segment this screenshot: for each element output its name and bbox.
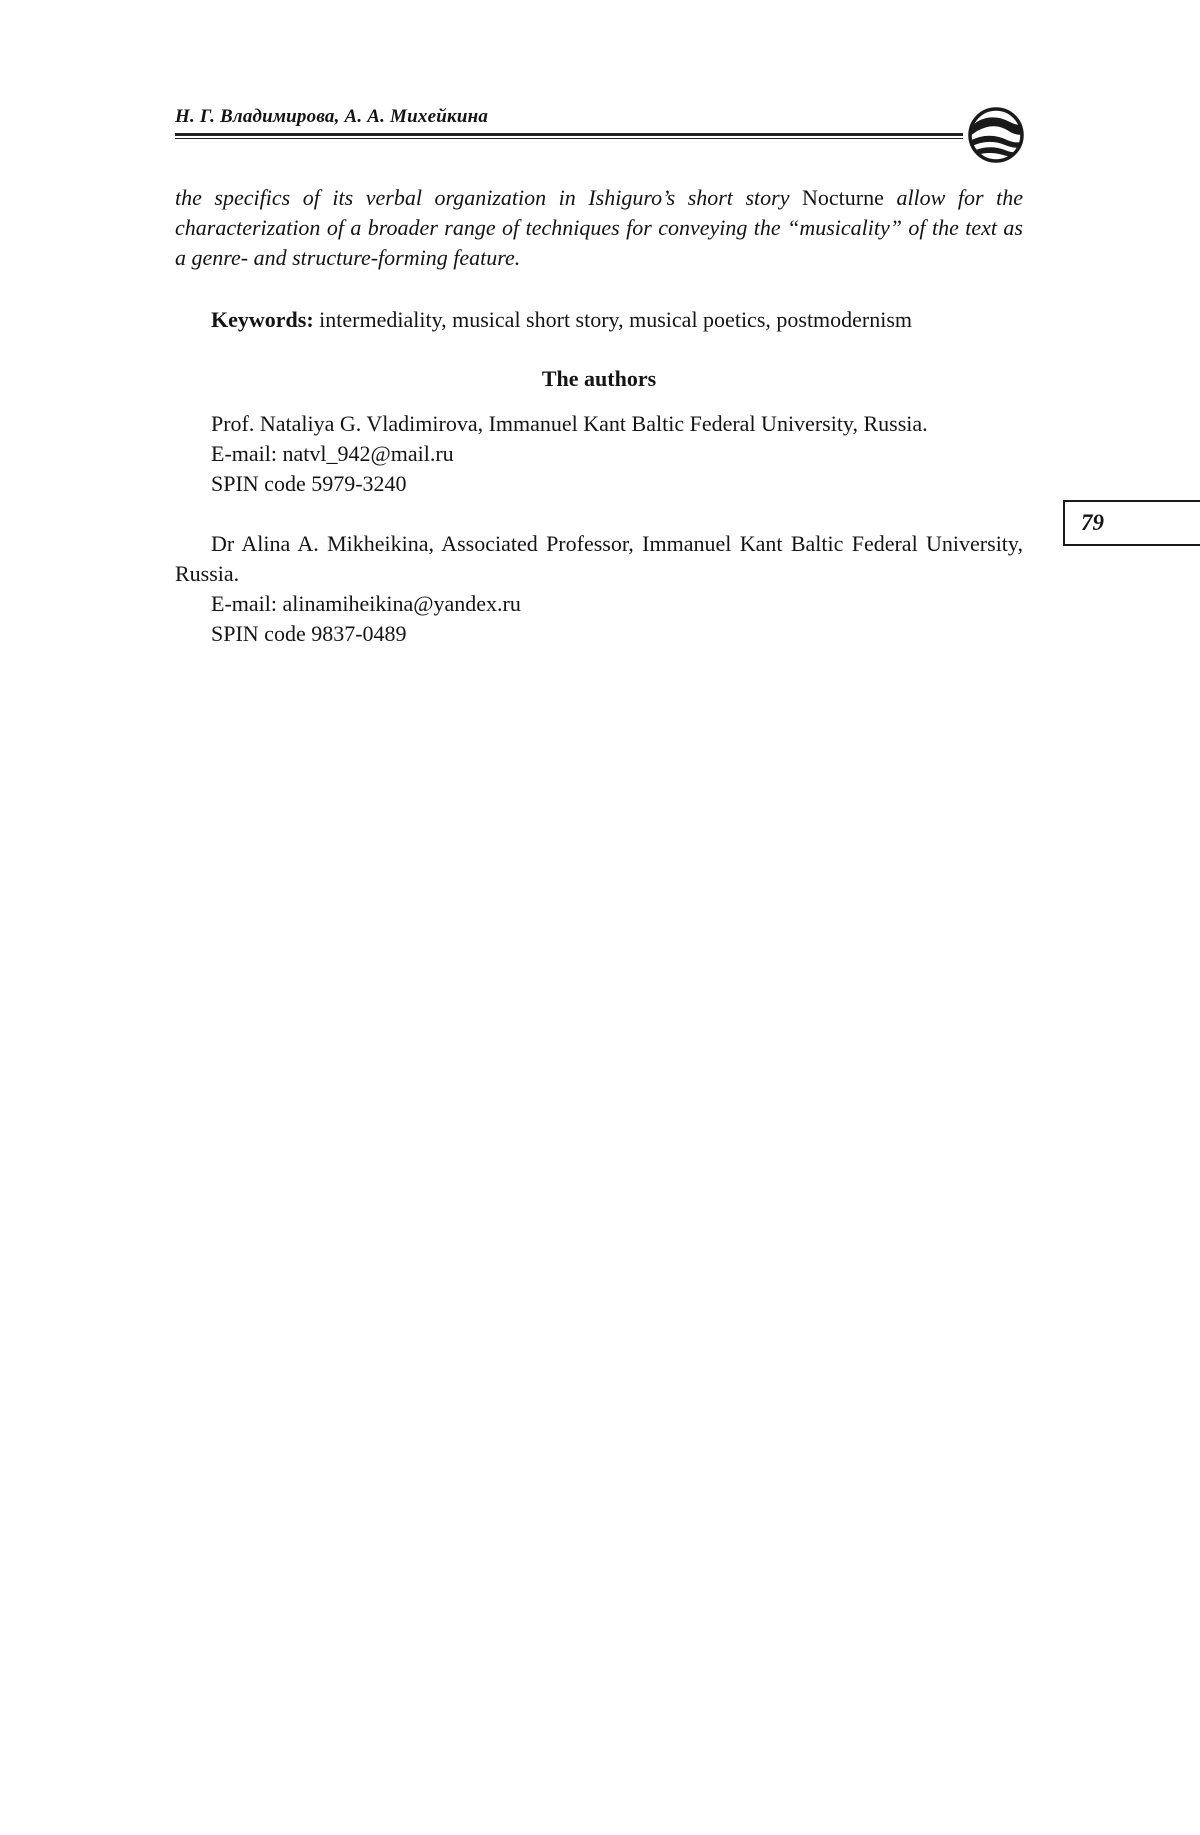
author-affiliation: Prof. Nataliya G. Vladimirova, Immanuel Kant Baltic Federal University, Russia. [211, 411, 928, 436]
author-entry-mikheikina [175, 529, 1023, 649]
abstract-text-part-1: the specifics of its verbal organization in Ishiguro’s short story [175, 185, 803, 210]
author-affiliation: Dr Alina A. Mikheikina, Associated Professor, Immanuel Kant Baltic Federal University, Russia. [175, 531, 1023, 586]
abstract-paragraph [175, 183, 1023, 273]
page-number-box [1063, 500, 1200, 546]
keywords-line [211, 305, 1023, 335]
header-rule-thin [175, 138, 963, 139]
author-email: E-mail: alinamiheikina@yandex.ru [211, 591, 521, 616]
keywords-text: intermediality, musical short story, musical poetics, postmodernism [313, 307, 913, 332]
story-title: Nocturne [802, 185, 884, 210]
wave-globe-logo-icon [965, 104, 1027, 166]
author-spin-code: SPIN code 9837-0489 [211, 621, 407, 646]
running-header [175, 104, 1023, 164]
author-email: E-mail: natvl_942@mail.ru [211, 441, 454, 466]
keywords-label: Keywords: [211, 307, 314, 332]
abstract-text-part-2: allow for the characterization of a broader range of techniques for conveying the “musicality” of the text as a genre- and structure-forming feature. [175, 185, 1023, 270]
authors-heading: The authors [541, 366, 657, 391]
page-number: 79 [1081, 510, 1104, 535]
running-header-authors: Н. Г. Владимирова, А. А. Михейкина [175, 106, 489, 127]
author-spin-code: SPIN code 5979-3240 [211, 471, 407, 496]
author-entry-vladimirova [175, 409, 1023, 499]
header-rule-thick [175, 133, 963, 136]
